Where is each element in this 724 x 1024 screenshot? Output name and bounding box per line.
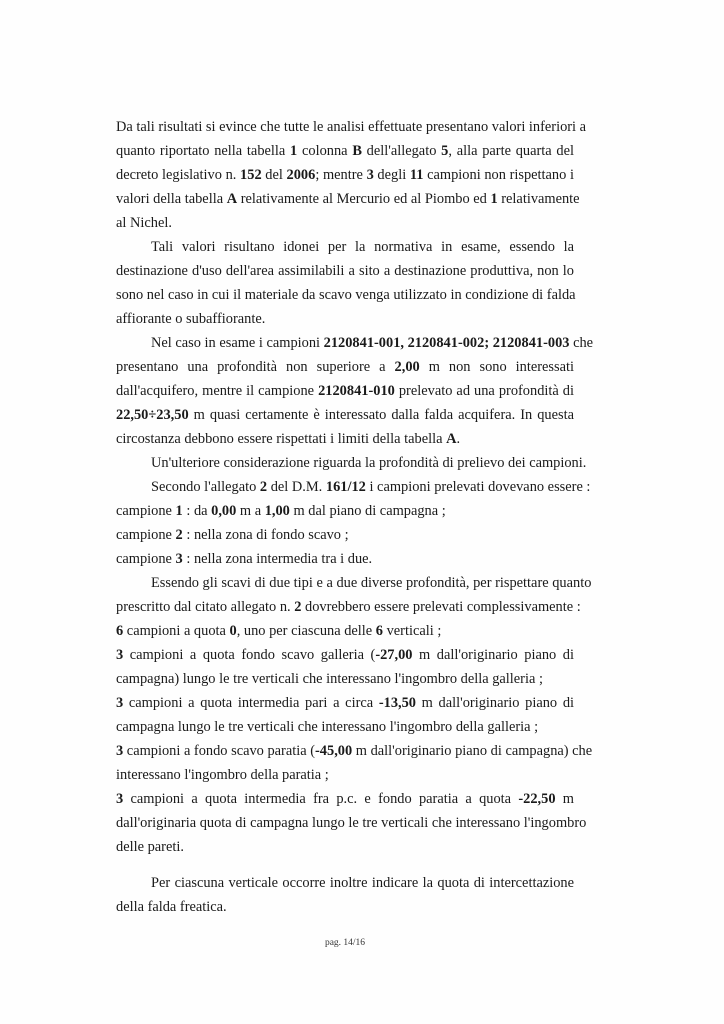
paragraph-water-table [116, 871, 574, 919]
bold-text: 2006 [286, 167, 316, 183]
text-run: m quasi certamente è interessato dalla falda acquifera. In questa [188, 407, 574, 423]
bold-text: 2120841-001, 2120841-002; 2120841-003 [323, 335, 570, 351]
paragraph-results [116, 115, 587, 235]
text-run: degli [373, 167, 410, 183]
text-run: destinazione d'uso dell'area assimilabili a sito a destinazione produttiva, non lo [116, 263, 574, 279]
bold-text: 11 [409, 167, 424, 183]
text-line [116, 115, 587, 139]
text-run: affiorante o subaffiorante. [116, 311, 266, 327]
text-run: m dall'originario piano di [412, 647, 574, 663]
text-run: m dall'originario piano di campagna) che [352, 743, 593, 759]
bold-text: 3 [116, 791, 124, 807]
text-run: campioni a quota intermedia fra p.c. e fondo paratia a quota [123, 791, 519, 807]
text-run: Essendo gli scavi di due tipi e a due diverse profondità, per rispettare quanto [151, 575, 592, 591]
text-run: colonna [297, 143, 353, 159]
text-line [116, 871, 574, 895]
text-run: dovrebbero essere prelevati complessivamente : [301, 599, 581, 615]
bold-text: 3 [116, 647, 124, 663]
text-run: delle pareti. [116, 839, 184, 855]
text-run: campione [116, 527, 176, 543]
text-run: : nella zona di fondo scavo ; [182, 527, 349, 543]
text-line [116, 355, 574, 379]
bold-text: 2 [294, 599, 302, 615]
text-line [116, 523, 574, 547]
paragraph-spacer [116, 859, 574, 871]
paragraph-suitability [116, 235, 574, 331]
list-item-campione-2 [116, 523, 574, 547]
bold-text: 0 [229, 623, 237, 639]
bold-text: 2 [175, 527, 183, 543]
text-line [116, 499, 574, 523]
text-line [116, 691, 574, 715]
paragraph-consideration [116, 451, 587, 475]
text-line [116, 895, 574, 919]
text-line [116, 139, 574, 163]
text-run: relativamente [497, 191, 580, 207]
bold-text: -27,00 [375, 647, 413, 663]
text-run: sono nel caso in cui il materiale da scavo venga utilizzato in condizione di falda [116, 287, 576, 303]
page-number: pag. 14/16 [324, 938, 366, 948]
bold-text: 1,00 [264, 503, 290, 519]
text-run: campione [116, 503, 176, 519]
bold-text: 3 [175, 551, 183, 567]
text-run: : da [182, 503, 212, 519]
text-run: campagna) lungo le tre verticali che interessano l'ingombro della galleria ; [116, 671, 543, 687]
bold-text: 2120841-010 [318, 383, 395, 399]
bold-text: 152 [240, 167, 262, 183]
text-line [116, 571, 592, 595]
text-run: del D.M. [267, 479, 326, 495]
bold-text: 3 [116, 695, 124, 711]
bold-text: -22,50 [518, 791, 556, 807]
bold-text: A [226, 191, 238, 207]
text-run: . [456, 431, 461, 447]
list-item-intermedia-galleria [116, 691, 574, 739]
text-run: Secondo l'allegato [151, 479, 260, 495]
text-run: che [569, 335, 594, 351]
text-line [116, 187, 580, 211]
list-item-campione-3 [116, 547, 574, 571]
text-run: Da tali risultati si evince che tutte le analisi effettuate presentano valori inferiori a [116, 119, 587, 135]
bold-text: 1 [290, 143, 298, 159]
list-item-fondo-paratia [116, 739, 593, 787]
text-run: campagna lungo le tre verticali che interessano l'ingombro della galleria ; [116, 719, 539, 735]
text-run: prescritto dal citato allegato n. [116, 599, 295, 615]
text-run: presentano una profondità non superiore a [116, 359, 395, 375]
bold-text: A [446, 431, 457, 447]
text-line [116, 451, 587, 475]
text-run: campioni a fondo scavo paratia ( [123, 743, 316, 759]
bold-text: 2,00 [394, 359, 420, 375]
bold-text: B [352, 143, 362, 159]
text-line [116, 475, 591, 499]
text-run: decreto legislativo n. [116, 167, 241, 183]
text-line [116, 235, 574, 259]
text-line [116, 595, 581, 619]
text-run: campioni non rispettano i [423, 167, 574, 183]
text-run: m non sono interessati [419, 359, 574, 375]
text-line [116, 667, 574, 691]
paragraph-samples [116, 331, 594, 451]
text-line [116, 403, 574, 427]
text-line [116, 331, 594, 355]
bold-text: 1 [490, 191, 498, 207]
list-item-intermedia-paratia [116, 787, 587, 859]
bold-text: 6 [116, 623, 124, 639]
text-run: campione [116, 551, 176, 567]
paragraph-excavations [116, 571, 592, 619]
text-run: Un'ulteriore considerazione riguarda la profondità di prelievo dei campioni. [151, 455, 587, 471]
text-run: , uno per ciascuna delle [236, 623, 376, 639]
bold-text: 1 [175, 503, 183, 519]
text-run: della falda freatica. [116, 899, 227, 915]
text-line [116, 283, 574, 307]
text-line [116, 787, 574, 811]
text-line [116, 163, 574, 187]
text-line [116, 259, 574, 283]
text-run: i campioni prelevati dovevano essere : [365, 479, 591, 495]
bold-text: -45,00 [315, 743, 353, 759]
list-item-quota-0 [116, 619, 574, 643]
text-run: : nella zona intermedia tra i due. [182, 551, 373, 567]
text-run: prelevato ad una profondità di [394, 383, 574, 399]
text-run: campioni a quota intermedia pari a circa [123, 695, 379, 711]
bold-text: -13,50 [378, 695, 416, 711]
bold-text: 161/12 [325, 479, 366, 495]
text-run: campioni a quota fondo scavo galleria ( [123, 647, 376, 663]
text-run: Tali valori risultano idonei per la normativa in esame, essendo la [151, 239, 574, 255]
text-line [116, 763, 574, 787]
text-line [116, 379, 574, 403]
text-run: m [555, 791, 574, 807]
text-line [116, 643, 574, 667]
text-run: Nel caso in esame i campioni [151, 335, 324, 351]
document-body [116, 115, 594, 919]
bold-text: 6 [375, 623, 383, 639]
paragraph-allegato [116, 475, 591, 499]
text-line [116, 811, 587, 835]
text-run: relativamente al Mercurio ed al Piombo ed [237, 191, 491, 207]
text-run: m dall'originario piano di [416, 695, 575, 711]
text-run: al Nichel. [116, 215, 172, 231]
text-run: dall'originaria quota di campagna lungo le tre verticali che interessano l'ingombro [116, 815, 587, 831]
bold-text: 22,50÷23,50 [116, 407, 189, 423]
text-line [116, 835, 574, 859]
bold-text: 3 [366, 167, 374, 183]
text-run: valori della tabella [116, 191, 227, 207]
text-line [116, 211, 574, 235]
text-run: verticali ; [382, 623, 442, 639]
text-run: ; mentre [315, 167, 367, 183]
text-run: campioni a quota [123, 623, 230, 639]
bold-text: 0,00 [211, 503, 237, 519]
text-line [116, 547, 574, 571]
text-run: interessano l'ingombro della paratia ; [116, 767, 329, 783]
list-item-campione-1 [116, 499, 574, 523]
bold-text: 3 [116, 743, 124, 759]
text-run: m dal piano di campagna ; [289, 503, 446, 519]
text-run: dell'allegato [361, 143, 442, 159]
bold-text: 5 [441, 143, 449, 159]
text-run: dall'acquifero, mentre il campione [116, 383, 319, 399]
text-run: quanto riportato nella tabella [116, 143, 291, 159]
text-run: Per ciascuna verticale occorre inoltre indicare la quota di intercettazione [151, 875, 574, 891]
text-line [116, 619, 574, 643]
text-line [116, 427, 574, 451]
list-item-fondo-galleria [116, 643, 574, 691]
bold-text: 2 [259, 479, 268, 495]
text-run: del [261, 167, 287, 183]
text-line [116, 307, 574, 331]
text-run: m a [236, 503, 265, 519]
text-line [116, 715, 574, 739]
text-run: circostanza debbono essere rispettati i limiti della tabella [116, 431, 447, 447]
text-line [116, 739, 593, 763]
text-run: , alla parte quarta del [448, 143, 575, 159]
